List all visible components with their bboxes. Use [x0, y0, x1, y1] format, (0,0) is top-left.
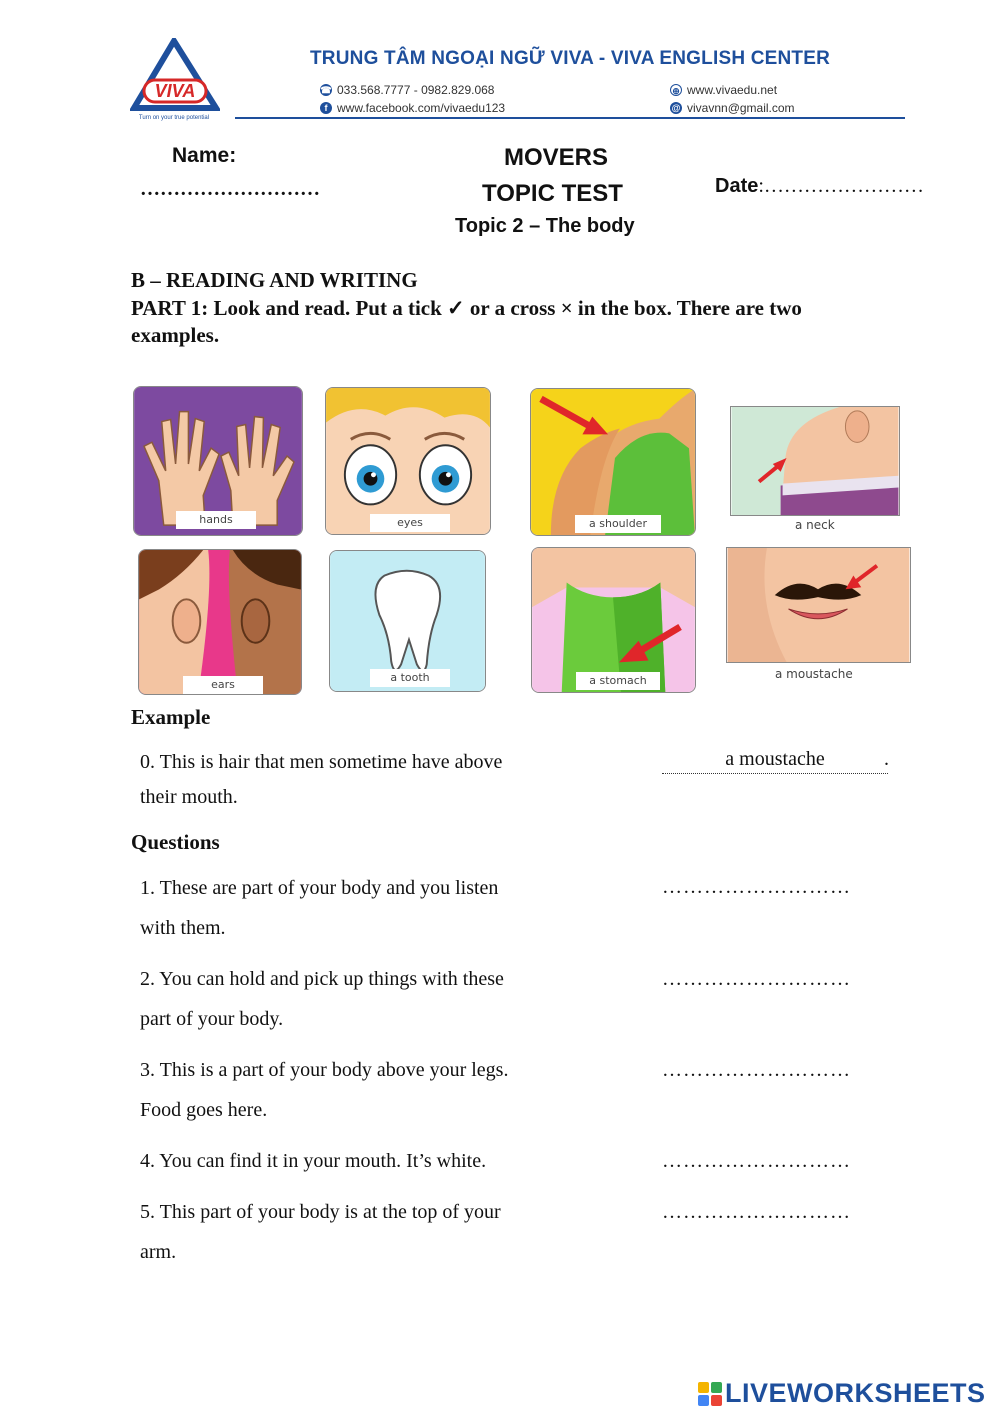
picture-label: a tooth — [370, 669, 450, 687]
part-instruction-cont: examples. — [131, 323, 220, 347]
name-label: Name: — [172, 144, 237, 167]
title-movers: MOVERS — [504, 144, 609, 171]
example-answer-text: a moustache — [725, 748, 825, 770]
viva-logo — [130, 38, 220, 122]
picture-label: ears — [183, 676, 263, 694]
picture-shoulder — [530, 388, 696, 536]
header-divider — [235, 117, 905, 119]
shoulder-image — [531, 389, 695, 535]
ears-image — [139, 550, 301, 694]
center-name: TRUNG TÂM NGOẠI NGỮ VIVA - VIVA ENGLISH CENTER — [310, 48, 831, 69]
question-line-1: 3. This is a part of your body above your legs. — [140, 1059, 509, 1081]
answer-field[interactable]: ……………………… — [662, 1201, 851, 1223]
example-question — [140, 742, 600, 817]
picture-neck — [730, 406, 900, 516]
question-item — [140, 1192, 600, 1272]
facebook-text: www.facebook.com/vivaedu123 — [337, 101, 506, 115]
answer-field[interactable]: ……………………… — [662, 968, 851, 990]
phone-contact — [320, 83, 494, 97]
eyes-image — [326, 388, 490, 534]
email-icon: @ — [671, 103, 681, 113]
picture-label: hands — [176, 511, 256, 529]
phone-text: 033.568.7777 - 0982.829.068 — [337, 83, 495, 97]
picture-hands — [133, 386, 303, 536]
question-line-2: arm. — [140, 1241, 177, 1263]
example-answer-period: . — [884, 748, 889, 770]
website-text: www.vivaedu.net — [687, 83, 778, 97]
picture-eyes — [325, 387, 491, 535]
example-answer — [662, 748, 888, 774]
center-header — [130, 38, 905, 122]
part-instruction: PART 1: Look and read. Put a tick ✓ or a cross × in the box. There are two — [131, 296, 802, 320]
website-contact — [670, 83, 777, 97]
example-line-1: 0. This is hair that men sometime have above — [140, 751, 503, 773]
picture-ears — [138, 549, 302, 695]
picture-label: a stomach — [576, 672, 660, 690]
svg-text:VIVA: VIVA — [154, 81, 196, 101]
example-heading: Example — [131, 705, 211, 729]
email-contact — [670, 101, 795, 115]
question-item — [140, 1050, 600, 1130]
picture-label: a shoulder — [575, 515, 661, 533]
question-line-1: 4. You can find it in your mouth. It’s white. — [140, 1150, 487, 1172]
picture-caption: a moustache — [775, 667, 853, 681]
liveworksheets-icon — [698, 1382, 722, 1406]
answer-field[interactable]: ……………………… — [662, 1059, 851, 1081]
questions-heading: Questions — [131, 830, 220, 854]
question-line-2: Food goes here. — [140, 1099, 268, 1121]
liveworksheets-text: LIVEWORKSHEETS — [725, 1378, 986, 1408]
picture-moustache — [726, 547, 911, 663]
facebook-contact — [320, 101, 505, 115]
question-item — [140, 868, 600, 948]
question-item — [140, 959, 600, 1039]
answer-field[interactable]: ……………………… — [662, 1150, 851, 1172]
globe-icon: ⊕ — [670, 84, 682, 96]
picture-caption: a neck — [795, 518, 835, 532]
name-field[interactable]: ……………………… — [140, 178, 320, 200]
section-heading: B – READING AND WRITING — [131, 268, 418, 292]
answer-field[interactable]: ……………………… — [662, 876, 851, 898]
neck-image — [731, 407, 899, 515]
picture-tooth — [329, 550, 486, 692]
svg-text:Turn on your true potential: Turn on your true potential — [138, 115, 210, 121]
question-line-1: 2. You can hold and pick up things with these — [140, 968, 504, 990]
question-line-2: with them. — [140, 917, 226, 939]
topic-subtitle: Topic 2 – The body — [455, 215, 635, 237]
question-line-2: part of your body. — [140, 1008, 284, 1030]
liveworksheets-logo — [698, 1378, 986, 1409]
title-topic-test: TOPIC TEST — [482, 180, 623, 207]
date-label: Date — [715, 175, 759, 197]
date-field[interactable] — [715, 175, 924, 198]
question-item — [140, 1141, 600, 1181]
facebook-icon: f — [320, 102, 332, 114]
picture-label: eyes — [370, 514, 450, 532]
stomach-image — [532, 548, 695, 692]
email-text: vivavnn@gmail.com — [687, 101, 795, 115]
date-dots: :…………………… — [758, 175, 924, 197]
question-line-1: 5. This part of your body is at the top of your — [140, 1201, 501, 1223]
phone-icon: ☎ — [320, 85, 332, 95]
picture-stomach — [531, 547, 696, 693]
moustache-image — [727, 548, 910, 662]
question-line-1: 1. These are part of your body and you listen — [140, 877, 499, 899]
example-line-2: their mouth. — [140, 786, 238, 808]
